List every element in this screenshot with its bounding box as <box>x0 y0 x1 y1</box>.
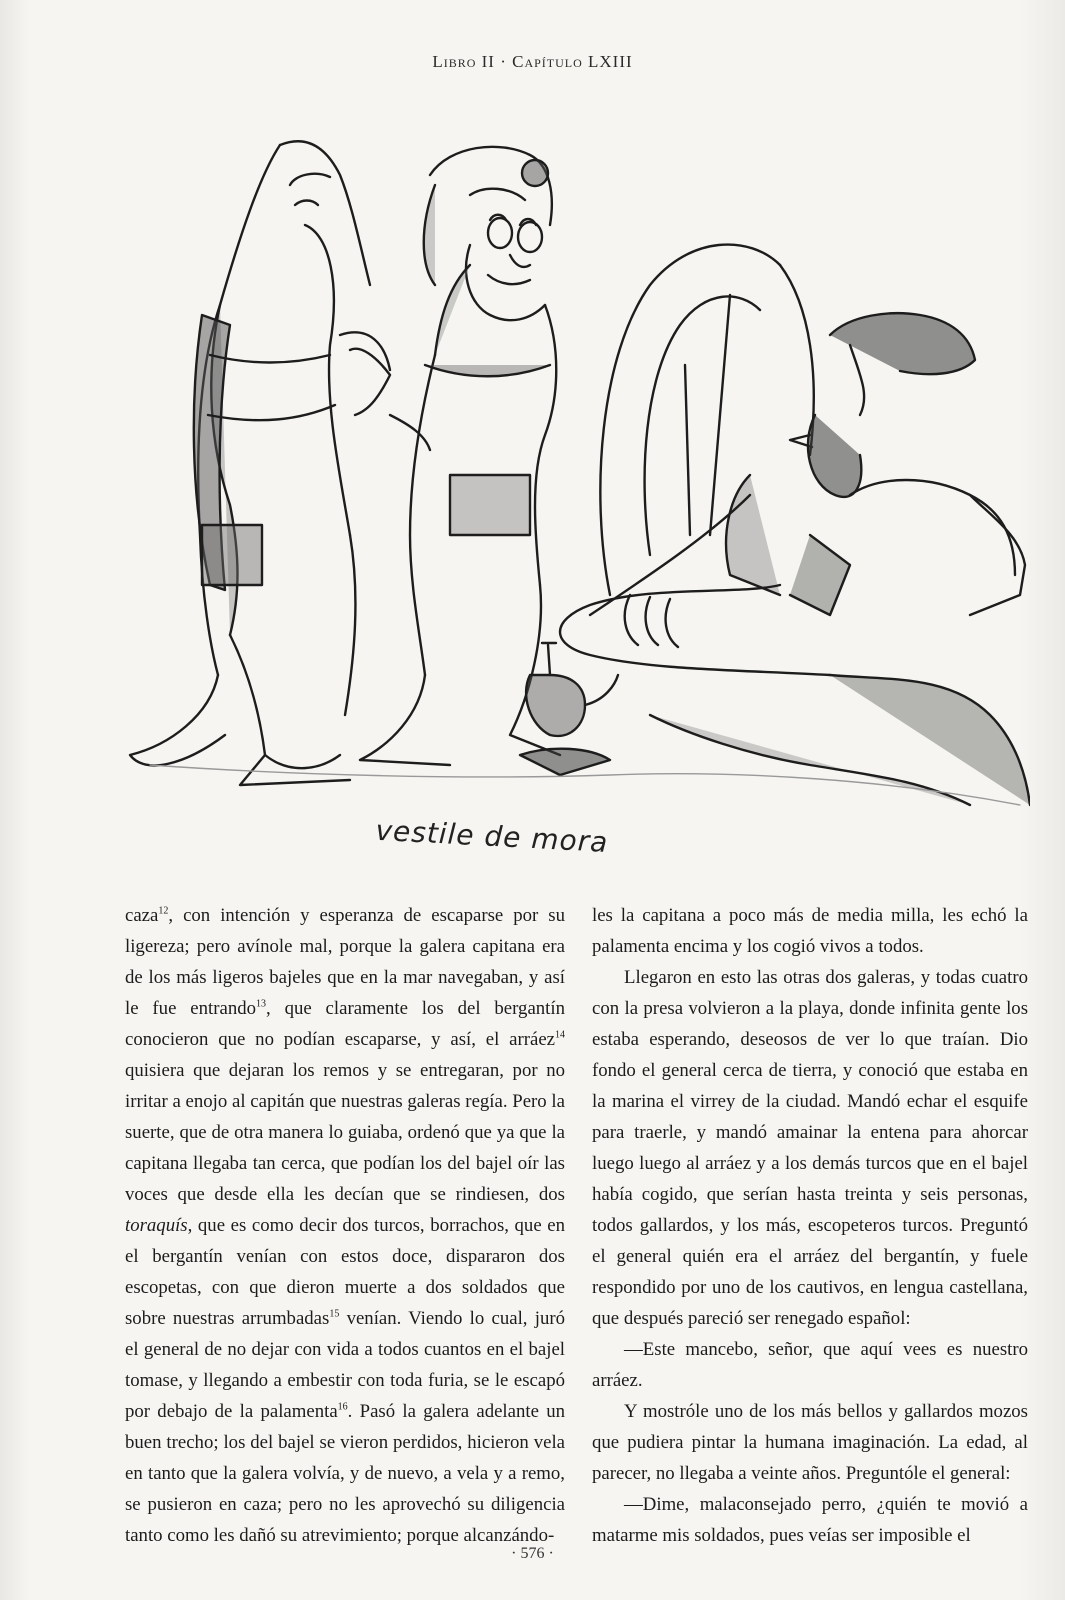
woman-with-shawl-figure <box>350 147 560 765</box>
text-run: venían. Viendo lo cual, juró el general de no dejar con vida a todos cuantos en el bajel tomase, y llegando a embestir con toda furia, se le escapó por debajo de la palamenta <box>125 1308 565 1422</box>
paragraph: Y mostróle uno de los más bellos y gallardos mozos que pudiera pintar la humana imaginación. La edad, al parecer, no llegaba a veinte años. Preguntóle el general: <box>592 1401 1028 1484</box>
text-run: , que claramente los del bergantín conocieron que no podían escaparse, y así, el arráez <box>125 998 565 1050</box>
text-run: . Pasó la galera adelante un buen trecho; los del bajel se vieron perdidos, hicieron vela en tanto que la galera volvía, y de nuevo, a vela y a remo, se pusieron en caza; pero no les aprovechó su diligencia tanto como les dañó su atrevimiento; porque alcanzándo- <box>125 1401 565 1546</box>
veiled-woman-figure <box>130 141 390 785</box>
paragraph: Llegaron en esto las otras dos galeras, y todas cuatro con la presa volvieron a la playa, donde infinita gente los estaba esperando, deseosos de ver lo que traían. Dio fondo el general cerca de tierra, y conoció que estaba en la marina el virrey de la ciudad. Mandó echar el esquife para traerle, y mandó amainar la entena para ahorcar luego luego al arráez y a los demás turcos que en el bajel había cogido, que serían hasta treinta y seis personas, todos gallardos, y los más, escopeteros turcos. Preguntó el general quién era el arráez del bergantín, y fuele respondido por uno de los cautivos, en lengua castellana, que después pareció ser renegado español: <box>592 967 1028 1329</box>
paragraph <box>125 900 565 1551</box>
footnote-ref: 12 <box>158 905 169 917</box>
page-number: · 576 · <box>511 1545 554 1562</box>
footnote-ref: 15 <box>329 1308 340 1320</box>
dialogue-line: —Dime, malaconsejado perro, ¿quién te movió a matarme mis soldados, pues veías ser imposible el <box>592 1494 1028 1546</box>
paragraph: les la capitana a poco más de media milla, les echó la palamenta encima y los cogió vivos a todos. <box>592 905 1028 957</box>
italic-term: toraquís <box>125 1215 188 1236</box>
illustration-caption: vestile de mora <box>374 813 610 859</box>
running-head: Libro II · Capítulo LXIII <box>432 52 633 71</box>
left-text-column <box>125 900 565 1551</box>
text-run: quisiera que dejaran los remos y se entregaran, por no irritar a enojo al capitán que nuestras galeras regía. Pero la suerte, que de otra manera lo guiaba, ordenó que ya que la capitana llegaba tan cerca, que podían los del bajel oír las voces que desde ella les decían que se rindiesen, dos <box>125 1060 565 1205</box>
right-text-column <box>592 900 1028 1551</box>
footnote-ref: 14 <box>555 1029 565 1041</box>
text-run: , que es como decir dos turcos, borrachos, que en el bergantín venían con estos doce, dispararon dos escopetas, con que dieron muerte a dos soldados que sobre nuestras arrumbadas <box>125 1215 565 1329</box>
illustration <box>90 115 1030 815</box>
footnote-ref: 13 <box>256 998 266 1010</box>
seated-man-figure <box>520 313 1030 805</box>
text-run: caza <box>125 905 159 926</box>
arch-doorway-sketch <box>600 245 813 595</box>
dialogue-line: —Este mancebo, señor, que aquí vees es nuestro arráez. <box>592 1339 1028 1391</box>
footnote-ref: 16 <box>337 1401 348 1413</box>
text-run: , con intención y esperanza de escaparse por su ligereza; pero avínole mal, porque la galera capitana era de los más ligeros bajeles que en la mar navegaban, y así le fue entrando <box>125 905 565 1019</box>
